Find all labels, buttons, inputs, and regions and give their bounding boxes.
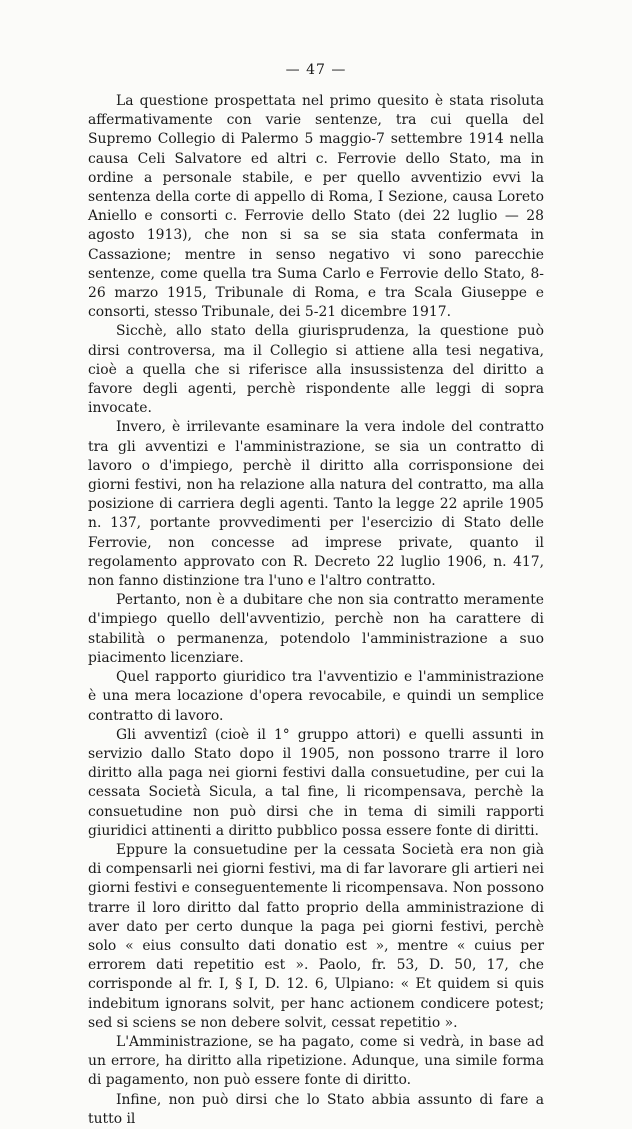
page-number: — 47 — — [285, 62, 347, 78]
body-text — [88, 92, 544, 1129]
paragraph-3: Invero, è irrilevante esaminare la vera indole del contratto tra gli avventizi e l'amministrazione, se sia un contratto di lavoro o d'impiego, perchè il diritto alla corrisponsione dei giorni festivi, non ha relazione alla natura del contratto, ma alla posizione di carriera degli agenti. Tanto la legge 22 aprile 1905 n. 137, portante provvedimenti per l'esercizio di Stato delle Ferrovie, non concesse ad imprese private, quanto il regolamento approvato con R. Decreto 22 luglio 1906, n. 417, non fanno distinzione tra l'uno e l'altro contratto. — [88, 419, 544, 590]
paragraph-4: Pertanto, non è a dubitare che non sia contratto meramente d'impiego quello dell'avventizio, perchè non ha carattere di stabilità o permanenza, potendolo l'amministrazione a suo piacimento licenziare. — [88, 592, 544, 666]
paragraph-8: L'Amministrazione, se ha pagato, come si vedrà, in base ad un errore, ha diritto alla ripetizione. Adunque, una simile forma di pagamento, non può essere fonte di diritto. — [88, 1033, 544, 1089]
paragraph-6: Gli avventizî (cioè il 1° gruppo attori) e quelli assunti in servizio dallo Stato dopo il 1905, non possono trarre il loro diritto alla paga nei giorni festivi dalla consuetudine, per cui la cessata Società Sicula, a tal fine, li ricompensava, perchè la consuetudine non può dirsi che in tema di simili rapporti giuridici attinenti a diritto pubblico possa essere fonte di diritti. — [88, 726, 544, 839]
paragraph-1: La questione prospettata nel primo quesito è stata risoluta affermativamente con varie sentenze, tra cui quella del Supremo Collegio di Palermo 5 maggio-7 settembre 1914 nella causa Celi Salvatore ed altri c. Ferrovie dello Stato, ma in ordine a personale stabile, e per quello avventizio evvi la sentenza della corte di appello di Roma, I Sezione, causa Loreto Aniello e consorti c. Ferrovie dello Stato (dei 22 luglio — 28 agosto 1913), che non si sa se sia stata confermata in Cassazione; mentre in senso negativo vi sono parecchie sentenze, come quella tra Suma Carlo e Ferrovie dello Stato, 8-26 marzo 1915, Tribunale di Roma, e tra Scala Giuseppe e consorti, stesso Tribunale, dei 5-21 dicembre 1917. — [88, 93, 544, 321]
paragraph-9: Infine, non può dirsi che lo Stato abbia assunto di fare a tutto il — [88, 1091, 544, 1127]
paragraph-7: Eppure la consuetudine per la cessata Società era non già di compensarli nei giorni festivi, ma di far lavorare gli artieri nei giorni festivi e conseguentemente li ricompensava. Non possono trarre il loro diritto dal fatto proprio della amministrazione di aver dato per certo dunque la paga pei giorni festivi, perchè solo « eius consulto dati donatio est », mentre « cuius per errorem dati repetitio est ». Paolo, fr. 53, D. 50, 17, che corrisponde al fr. I, § I, D. 12. 6, Ulpiano: « Et quidem si quis indebitum ignorans solvit, per hanc actionem condicere potest; sed si sciens se non debere solvit, cessat repetitio ». — [88, 841, 544, 1031]
paragraph-2: Sicchè, allo stato della giurisprudenza, la questione può dirsi controversa, ma il Collegio si attiene alla tesi negativa, cioè a quella che si riferisce alla insussistenza del diritto a favore degli agenti, perchè rispondente alle leggi di sopra invocate. — [88, 323, 544, 417]
paragraph-5: Quel rapporto giuridico tra l'avventizio e l'amministrazione è una mera locazione d'opera revocabile, e quindi un semplice contratto di lavoro. — [88, 669, 544, 724]
